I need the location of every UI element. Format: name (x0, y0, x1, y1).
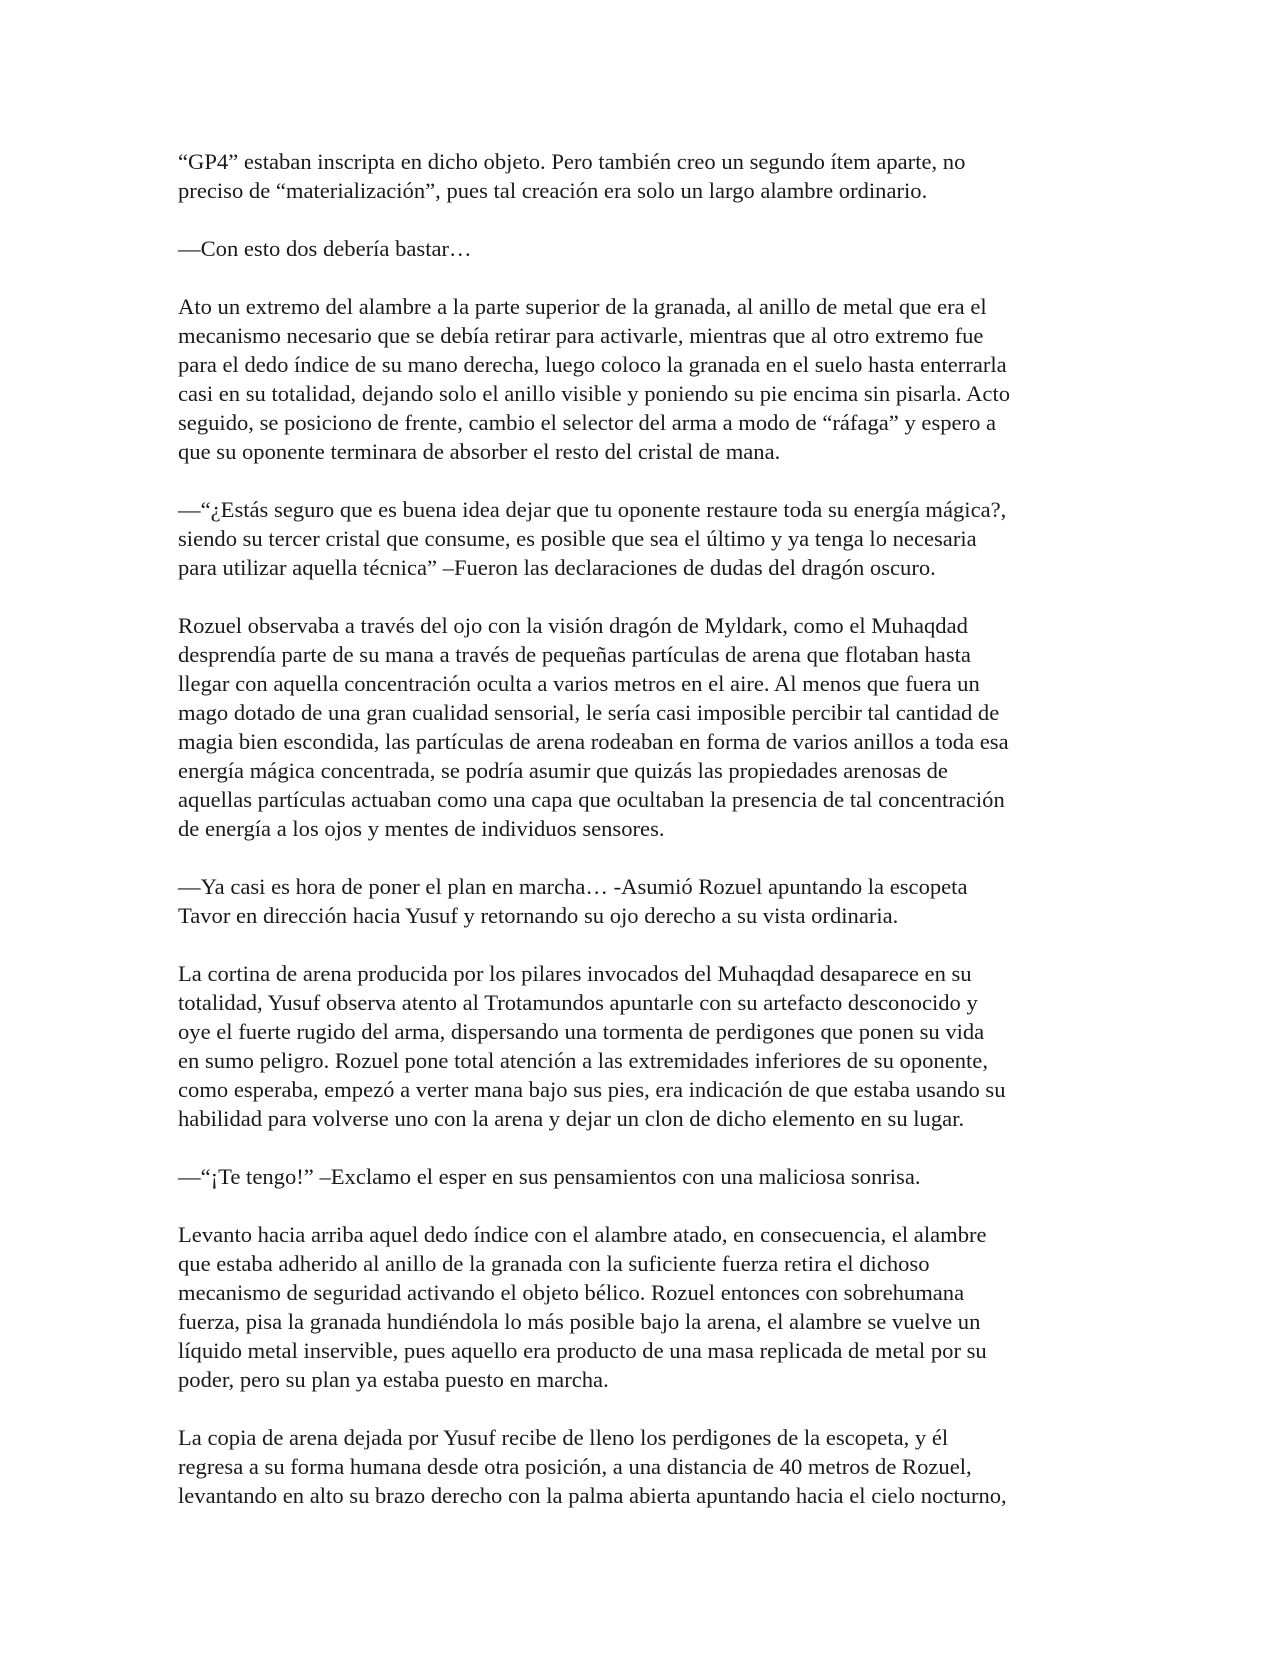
paragraph: La cortina de arena producida por los pilares invocados del Muhaqdad desaparece en su totalidad, Yusuf observa atento al Trotamundos apuntarle con su artefacto desconocido y oye el fuerte rugido del arma, dispersando una tormenta de perdigones que ponen su vida en sumo peligro. Rozuel pone total atención a las extremidades inferiores de su oponente, como esperaba, empezó a verter mana bajo sus pies, era indicación de que estaba usando su habilidad para volverse uno con la arena y dejar un clon de dicho elemento en su lugar. (178, 961, 1006, 1131)
paragraph: —“¿Estás seguro que es buena idea dejar que tu oponente restaure toda su energía mágica?, siendo su tercer cristal que consume, es posible que sea el último y ya tenga lo necesaria para utilizar aquella técnica” –Fueron las declaraciones de dudas del dragón oscuro. (178, 497, 1007, 580)
paragraph: “GP4” estaban inscripta en dicho objeto. Pero también creo un segundo ítem aparte, no preciso de “materialización”, pues tal creación era solo un largo alambre ordinario. (178, 149, 966, 203)
paragraph: —“¡Te tengo!” –Exclamo el esper en sus pensamientos con una maliciosa sonrisa. (178, 1164, 921, 1189)
paragraph: —Con esto dos debería bastar… (178, 236, 472, 261)
paragraph: La copia de arena dejada por Yusuf recibe de lleno los perdigones de la escopeta, y él regresa a su forma humana desde otra posición, a una distancia de 40 metros de Rozuel, levantando en alto su brazo derecho con la palma abierta apuntando hacia el cielo nocturno, (178, 1425, 1007, 1508)
paragraph: Levanto hacia arriba aquel dedo índice con el alambre atado, en consecuencia, el alambre que estaba adherido al anillo de la granada con la suficiente fuerza retira el dichoso mecanismo de seguridad activando el objeto bélico. Rozuel entonces con sobrehumana fuerza, pisa la granada hundiéndola lo más posible bajo la arena, el alambre se vuelve un líquido metal inservible, pues aquello era producto de una masa replicada de metal por su poder, pero su plan ya estaba puesto en marcha. (178, 1222, 987, 1392)
body-text (178, 147, 1110, 1539)
paragraph: Ato un extremo del alambre a la parte superior de la granada, al anillo de metal que era el mecanismo necesario que se debía retirar para activarle, mientras que al otro extremo fue para el dedo índice de su mano derecha, luego coloco la granada en el suelo hasta enterrarla casi en su totalidad, dejando solo el anillo visible y poniendo su pie encima sin pisarla. Acto seguido, se posiciono de frente, cambio el selector del arma a modo de “ráfaga” y espero a que su oponente terminara de absorber el resto del cristal de mana. (178, 294, 1011, 464)
paragraph: Rozuel observaba a través del ojo con la visión dragón de Myldark, como el Muhaqdad desprendía parte de su mana a través de pequeñas partículas de arena que flotaban hasta llegar con aquella concentración oculta a varios metros en el aire. Al menos que fuera un mago dotado de una gran cualidad sensorial, le sería casi imposible percibir tal cantidad de magia bien escondida, las partículas de arena rodeaban en forma de varios anillos a toda esa energía mágica concentrada, se podría asumir que quizás las propiedades arenosas de aquellas partículas actuaban como una capa que ocultaban la presencia de tal concentración de energía a los ojos y mentes de individuos sensores. (178, 613, 1009, 841)
paragraph: —Ya casi es hora de poner el plan en marcha… -Asumió Rozuel apuntando la escopeta Tavor en dirección hacia Yusuf y retornando su ojo derecho a su vista ordinaria. (178, 874, 968, 928)
